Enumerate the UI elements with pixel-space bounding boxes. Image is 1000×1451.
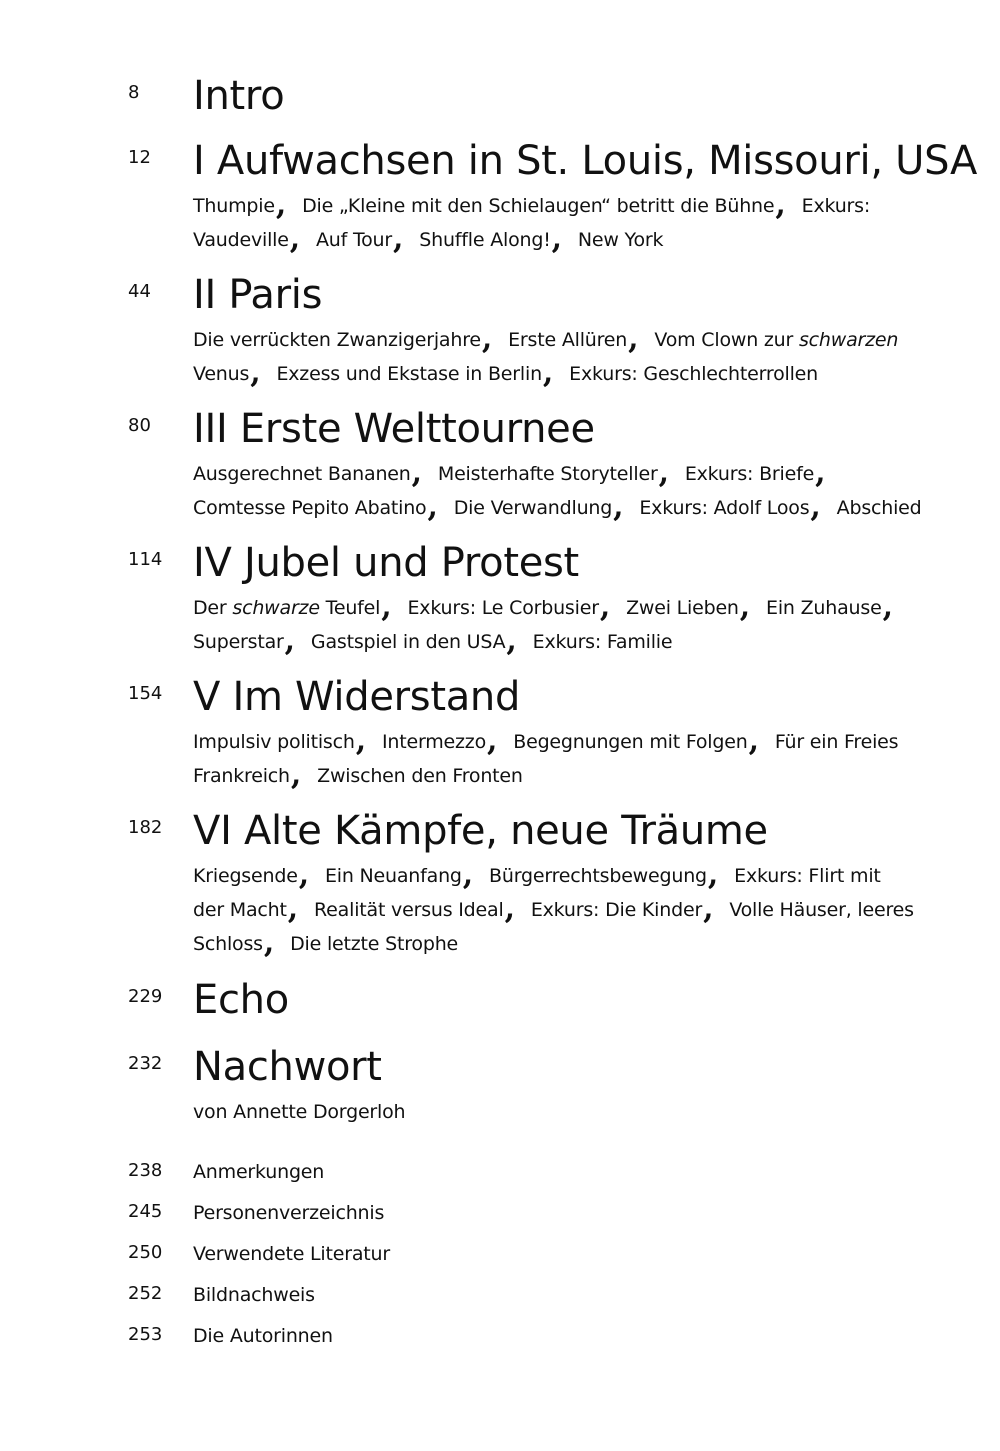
page-number: 232	[128, 1053, 163, 1074]
section-line: Frankreich, Zwischen den Fronten	[193, 757, 523, 792]
section-list	[193, 725, 933, 793]
section-line: Die verrückten Zwanzigerjahre, Erste Allüren, Vom Clown zur schwarzen	[193, 321, 899, 356]
chapter-title[interactable]: IV Jubel und Protest	[193, 540, 579, 586]
section-title[interactable]: Ein Zuhause	[766, 597, 882, 619]
page-number: 252	[128, 1283, 163, 1304]
section-title[interactable]: Schloss	[193, 933, 263, 955]
section-line	[193, 1095, 933, 1129]
section-title[interactable]: Begegnungen mit Folgen	[513, 731, 748, 753]
section-title[interactable]: Exkurs: Die Kinder	[530, 899, 703, 921]
section-title[interactable]: Frankreich	[193, 765, 290, 787]
section-title[interactable]: Realität versus Ideal	[314, 899, 504, 921]
page-number: 182	[128, 817, 163, 838]
section-line: Superstar, Gastspiel in den USA, Exkurs: Familie	[193, 623, 673, 658]
page-number: 12	[128, 147, 151, 168]
chapter-title[interactable]: VI Alte Kämpfe, neue Träume	[193, 808, 768, 854]
section-title[interactable]: Die Verwandlung	[453, 497, 613, 519]
section-line: Thumpie, Die „Kleine mit den Schielaugen“ betritt die Bühne, Exkurs:	[193, 187, 871, 222]
chapter-title[interactable]: V Im Widerstand	[193, 674, 521, 720]
section-title[interactable]: Der schwarze Teufel	[193, 597, 381, 619]
section-list	[193, 1095, 933, 1129]
section-title[interactable]: Venus	[193, 363, 250, 385]
appendix-entry[interactable]	[0, 1280, 1000, 1310]
section-title[interactable]: Exkurs: Adolf Loos	[639, 497, 810, 519]
section-list	[193, 189, 933, 257]
section-title[interactable]: Exkurs: Briefe	[684, 463, 815, 485]
section-title[interactable]: Zwischen den Fronten	[317, 765, 523, 787]
section-list	[193, 859, 933, 961]
appendix-entry[interactable]	[0, 1239, 1000, 1269]
section-title[interactable]: Bürgerrechtsbewegung	[489, 865, 707, 887]
page-number: 44	[128, 281, 151, 302]
section-title[interactable]: Volle Häuser, leeres	[729, 899, 914, 921]
appendix-title: Personenverzeichnis	[193, 1202, 385, 1224]
section-title[interactable]: Exkurs: Flirt mit	[734, 865, 881, 887]
section-line: Impulsiv politisch, Intermezzo, Begegnungen mit Folgen, Für ein Freies	[193, 723, 899, 758]
appendix-entry[interactable]	[0, 1157, 1000, 1187]
section-title[interactable]: Abschied	[836, 497, 922, 519]
appendix-entry[interactable]	[0, 1321, 1000, 1351]
section-title[interactable]: Exkurs: Geschlechterrollen	[569, 363, 819, 385]
section-title[interactable]: Die „Kleine mit den Schielaugen“ betritt die Bühne	[302, 195, 775, 217]
appendix-title: Die Autorinnen	[193, 1325, 333, 1347]
section-title[interactable]: Superstar	[193, 631, 284, 653]
appendix-title: Anmerkungen	[193, 1161, 325, 1183]
section-title[interactable]: Impulsiv politisch	[193, 731, 355, 753]
chapter-title[interactable]: II Paris	[193, 272, 323, 318]
chapter-title[interactable]: Echo	[193, 977, 289, 1023]
section-line: Comtesse Pepito Abatino, Die Verwandlung, Exkurs: Adolf Loos, Abschied	[193, 489, 922, 524]
page-number: 154	[128, 683, 163, 704]
appendix-title: Verwendete Literatur	[193, 1243, 390, 1265]
chapter-title[interactable]: III Erste Welttournee	[193, 406, 595, 452]
section-title[interactable]: Vaudeville	[193, 229, 289, 251]
page-number: 245	[128, 1201, 163, 1222]
section-title[interactable]: Ein Neuanfang	[324, 865, 462, 887]
section-title[interactable]: Shuffle Along!	[419, 229, 551, 251]
section-title[interactable]: der Macht	[193, 899, 287, 921]
chapter-title[interactable]: Nachwort	[193, 1044, 382, 1090]
page-number: 238	[128, 1160, 163, 1181]
page-number: 250	[128, 1242, 163, 1263]
chapter-title[interactable]: Intro	[193, 73, 285, 119]
section-title[interactable]: von Annette Dorgerloh	[193, 1101, 406, 1123]
chapter-title[interactable]: I Aufwachsen in St. Louis, Missouri, USA	[193, 138, 978, 184]
section-list	[193, 323, 933, 391]
section-line: Kriegsende, Ein Neuanfang, Bürgerrechtsbewegung, Exkurs: Flirt mit	[193, 857, 881, 892]
section-line: Der schwarze Teufel, Exkurs: Le Corbusier, Zwei Lieben, Ein Zuhause,	[193, 589, 893, 624]
page-number: 114	[128, 549, 163, 570]
section-title[interactable]: Kriegsende	[193, 865, 298, 887]
section-title[interactable]: Thumpie	[193, 195, 275, 217]
section-line: der Macht, Realität versus Ideal, Exkurs: Die Kinder, Volle Häuser, leeres	[193, 891, 914, 926]
section-title[interactable]: Die verrückten Zwanzigerjahre	[193, 329, 481, 351]
section-title[interactable]: New York	[577, 229, 664, 251]
section-list	[193, 591, 933, 659]
page-number: 80	[128, 415, 151, 436]
section-title[interactable]: Intermezzo	[381, 731, 486, 753]
section-title[interactable]: Comtesse Pepito Abatino	[193, 497, 427, 519]
section-title[interactable]: Exkurs:	[801, 195, 871, 217]
section-line: Schloss, Die letzte Strophe	[193, 925, 459, 960]
section-line: Ausgerechnet Bananen, Meisterhafte Storyteller, Exkurs: Briefe,	[193, 455, 826, 490]
section-title[interactable]: Erste Allüren	[508, 329, 628, 351]
appendix-entry[interactable]	[0, 1198, 1000, 1228]
section-title[interactable]: Für ein Freies	[774, 731, 899, 753]
section-title[interactable]: Exzess und Ekstase in Berlin	[276, 363, 542, 385]
section-title[interactable]: Exkurs: Familie	[532, 631, 673, 653]
section-title[interactable]: Exkurs: Le Corbusier	[407, 597, 599, 619]
section-title[interactable]: Auf Tour	[315, 229, 393, 251]
section-title[interactable]: Die letzte Strophe	[290, 933, 459, 955]
section-title[interactable]: Gastspiel in den USA	[310, 631, 506, 653]
section-list	[193, 457, 933, 525]
section-title[interactable]: Meisterhafte Storyteller	[437, 463, 658, 485]
page-number: 8	[128, 82, 140, 103]
section-line: Vaudeville, Auf Tour, Shuffle Along!, New York	[193, 221, 664, 256]
section-line: Venus, Exzess und Ekstase in Berlin, Exkurs: Geschlechterrollen	[193, 355, 819, 390]
section-title[interactable]: Zwei Lieben	[626, 597, 739, 619]
page-number: 229	[128, 986, 163, 1007]
page-number: 253	[128, 1324, 163, 1345]
appendix-title: Bildnachweis	[193, 1284, 315, 1306]
section-title[interactable]: Ausgerechnet Bananen	[193, 463, 411, 485]
section-title[interactable]: Vom Clown zur schwarzen	[654, 329, 899, 351]
